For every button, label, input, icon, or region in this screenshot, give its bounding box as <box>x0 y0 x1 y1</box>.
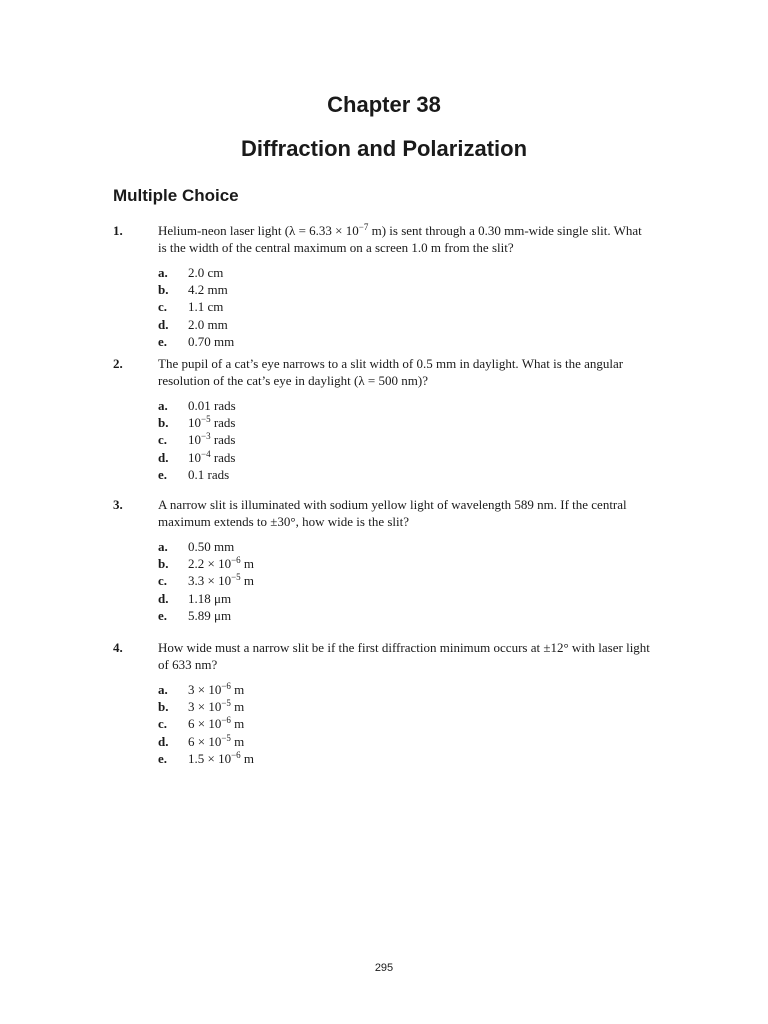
choice-label: e. <box>158 333 168 349</box>
choice-label: a. <box>158 539 168 554</box>
chapter-title: Diffraction and Polarization <box>240 136 528 161</box>
choice-text: $3 \times 10^{-5}$ m <box>188 698 245 715</box>
choice-text: 4.2 mm <box>188 282 228 298</box>
choice-c[interactable] <box>158 572 653 589</box>
choice-label: b. <box>158 699 169 715</box>
choice-a[interactable] <box>158 538 653 555</box>
choice-a[interactable] <box>158 681 653 698</box>
question-number: 1. <box>113 223 123 238</box>
question-text: Helium-neon laser light ($\lambda = 6.33 \times 10^{-7}$ m) is sent through a 0.30 mm-wide single slit. What is the width of the central maximum on a screen 1.0 m from the slit? <box>158 222 642 255</box>
choice-label: c. <box>158 573 168 589</box>
choice-a[interactable] <box>158 264 653 281</box>
choice-b[interactable] <box>158 414 653 431</box>
choice-label: c. <box>158 299 168 315</box>
choice-text: 0.1 rads <box>188 466 230 482</box>
choice-b[interactable] <box>158 698 653 715</box>
choice-text: 0.01 rads <box>188 398 236 413</box>
choice-text: 2.0 mm <box>188 316 228 332</box>
choice-label: b. <box>158 282 169 298</box>
choice-text: $6 \times 10^{-6}$ m <box>188 715 245 732</box>
choice-text: 5.89 μm <box>188 607 232 623</box>
choice-text: 0.50 mm <box>188 539 235 554</box>
choice-text: 1.1 cm <box>188 299 224 315</box>
choice-text: $6 \times 10^{-5}$ m <box>188 732 245 749</box>
section-heading: Multiple Choice <box>113 186 239 205</box>
choice-text: $10^{-3}$ rads <box>188 431 236 448</box>
question-number: 3. <box>113 497 123 512</box>
question-text: How wide must a narrow slit be if the first diffraction minimum occurs at ±12° with laser light of 633 nm? <box>158 640 650 672</box>
choice-label: e. <box>158 607 168 623</box>
choice-text: 0.70 mm <box>188 333 235 349</box>
choice-label: d. <box>158 449 169 465</box>
choice-a[interactable] <box>158 397 653 414</box>
choice-label: a. <box>158 682 168 697</box>
choice-e[interactable] <box>158 333 653 350</box>
choice-list <box>158 397 653 483</box>
choice-b[interactable] <box>158 555 653 572</box>
choice-c[interactable] <box>158 298 653 315</box>
choice-label: e. <box>158 466 168 482</box>
choice-label: a. <box>158 265 168 280</box>
choice-text: $10^{-5}$ rads <box>188 414 236 431</box>
choice-text: $3 \times 10^{-6}$ m <box>188 681 245 697</box>
choice-label: d. <box>158 590 169 606</box>
question-number: 2. <box>113 356 123 371</box>
choice-text: 1.18 μm <box>188 590 232 606</box>
choice-text: $10^{-4}$ rads <box>188 448 236 465</box>
choice-d[interactable] <box>158 590 653 607</box>
choice-text: $1.5 \times 10^{-6}$ m <box>188 749 255 766</box>
choice-label: a. <box>158 398 168 413</box>
choice-label: c. <box>158 716 168 732</box>
choice-list <box>158 681 653 767</box>
page-number: 295 <box>374 962 394 974</box>
chapter-heading: Chapter 38 <box>327 92 441 117</box>
choice-label: d. <box>158 733 169 749</box>
question-text: A narrow slit is illuminated with sodium yellow light of wavelength 589 nm. If the central maximum extends to ±30°, how wide is the slit? <box>158 497 627 529</box>
choice-label: b. <box>158 556 169 572</box>
question-1 <box>113 222 653 350</box>
choice-text: $2.2 \times 10^{-6}$ m <box>188 555 255 572</box>
choice-d[interactable] <box>158 449 653 466</box>
choice-c[interactable] <box>158 431 653 448</box>
choice-label: c. <box>158 432 168 448</box>
choice-label: b. <box>158 415 169 431</box>
choice-e[interactable] <box>158 607 653 624</box>
question-text: The pupil of a cat’s eye narrows to a slit width of 0.5 mm in daylight. What is the angular resolution of the cat’s eye in daylight (λ = 500 nm)? <box>158 356 624 388</box>
choice-text: 2.0 cm <box>188 265 224 280</box>
choice-label: e. <box>158 750 168 766</box>
choice-list <box>158 264 653 350</box>
choice-d[interactable] <box>158 316 653 333</box>
choice-e[interactable] <box>158 750 653 767</box>
question-number: 4. <box>113 640 123 655</box>
question-3 <box>113 496 653 624</box>
choice-d[interactable] <box>158 733 653 750</box>
choice-label: d. <box>158 316 169 332</box>
choice-b[interactable] <box>158 281 653 298</box>
choice-e[interactable] <box>158 466 653 483</box>
choice-list <box>158 538 653 624</box>
question-4 <box>113 639 653 767</box>
choice-text: $3.3 \times 10^{-5}$ m <box>188 572 255 589</box>
question-2 <box>113 355 653 483</box>
choice-c[interactable] <box>158 715 653 732</box>
